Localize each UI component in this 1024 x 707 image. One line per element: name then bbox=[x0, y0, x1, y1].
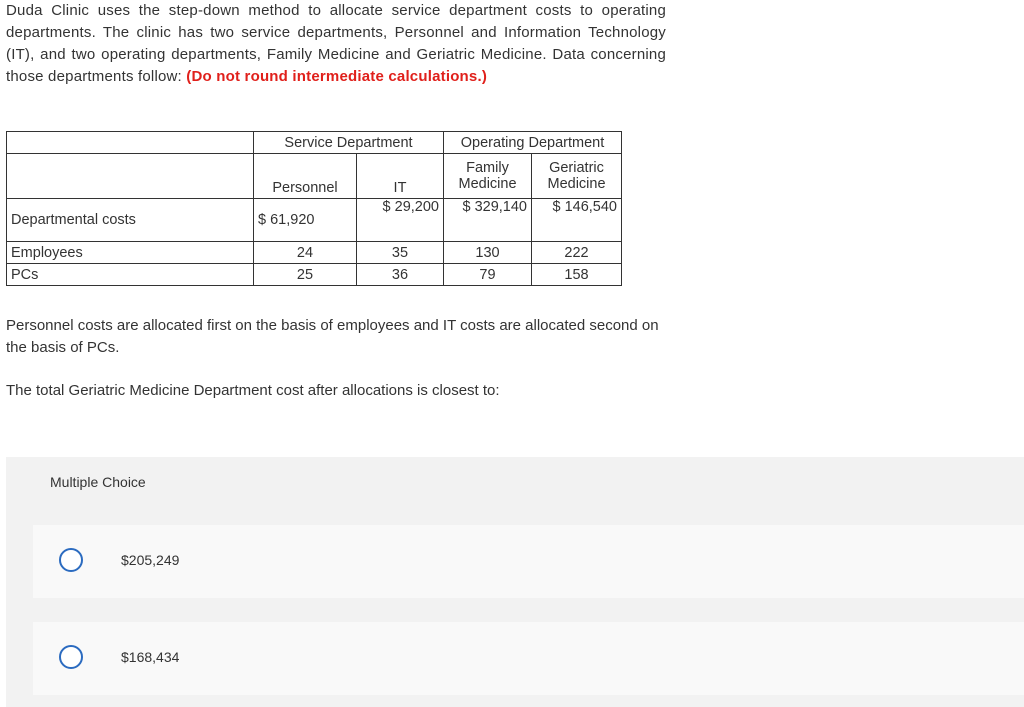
employees-personnel: 24 bbox=[254, 242, 357, 264]
choice-label[interactable]: $168,434 bbox=[121, 649, 180, 665]
cost-geriatric: $ 146,540 bbox=[532, 199, 622, 242]
row-label: PCs bbox=[7, 264, 254, 286]
employees-geriatric: 222 bbox=[532, 242, 622, 264]
question-prompt: The total Geriatric Medicine Department cost after allocations is closest to: bbox=[6, 382, 500, 399]
radio-button[interactable] bbox=[59, 645, 83, 669]
service-department-header: Service Department bbox=[254, 132, 444, 154]
choice-label[interactable]: $205,249 bbox=[121, 552, 180, 568]
row-label: Employees bbox=[7, 242, 254, 264]
multiple-choice-title: Multiple Choice bbox=[50, 474, 146, 490]
pcs-family: 79 bbox=[444, 264, 532, 286]
employees-family: 130 bbox=[444, 242, 532, 264]
family-header-line1: Family bbox=[466, 160, 509, 176]
family-header-line2: Medicine bbox=[458, 176, 517, 192]
operating-department-header: Operating Department bbox=[444, 132, 622, 154]
table-row bbox=[7, 264, 622, 286]
question-body: Duda Clinic uses the step-down method to allocate service department costs to operating departments. The clinic has two service departments, Personnel and Information Technology (IT), and two operating departments, Family Medicine and Geriatric Medicine. Data concerning those departments follow: bbox=[6, 2, 666, 85]
choice-option-1[interactable] bbox=[33, 525, 1024, 598]
choice-option-2[interactable] bbox=[33, 622, 1024, 695]
it-header: IT bbox=[357, 154, 444, 199]
cost-personnel: $ 61,920 bbox=[254, 199, 357, 242]
rounding-note: (Do not round intermediate calculations.) bbox=[186, 68, 488, 85]
question-text bbox=[6, 0, 666, 88]
table-row bbox=[7, 199, 622, 242]
group-header-row bbox=[7, 132, 622, 154]
row-label: Departmental costs bbox=[7, 199, 254, 242]
geriatric-header-line2: Medicine bbox=[547, 176, 606, 192]
pcs-personnel: 25 bbox=[254, 264, 357, 286]
pcs-it: 36 bbox=[357, 264, 444, 286]
geriatric-header-line1: Geriatric bbox=[549, 160, 604, 176]
pcs-geriatric: 158 bbox=[532, 264, 622, 286]
empty-header-cell bbox=[7, 132, 254, 154]
department-data-table bbox=[6, 131, 622, 286]
family-medicine-header bbox=[444, 154, 532, 199]
empty-header-cell bbox=[7, 154, 254, 199]
cost-it: $ 29,200 bbox=[357, 199, 444, 242]
radio-button[interactable] bbox=[59, 548, 83, 572]
multiple-choice-panel bbox=[6, 457, 1024, 707]
column-header-row bbox=[7, 154, 622, 199]
personnel-header: Personnel bbox=[254, 154, 357, 199]
geriatric-medicine-header bbox=[532, 154, 622, 199]
employees-it: 35 bbox=[357, 242, 444, 264]
cost-family: $ 329,140 bbox=[444, 199, 532, 242]
table-row bbox=[7, 242, 622, 264]
allocation-basis-text: Personnel costs are allocated first on the basis of employees and IT costs are allocated second on the basis of PCs. bbox=[6, 317, 659, 356]
